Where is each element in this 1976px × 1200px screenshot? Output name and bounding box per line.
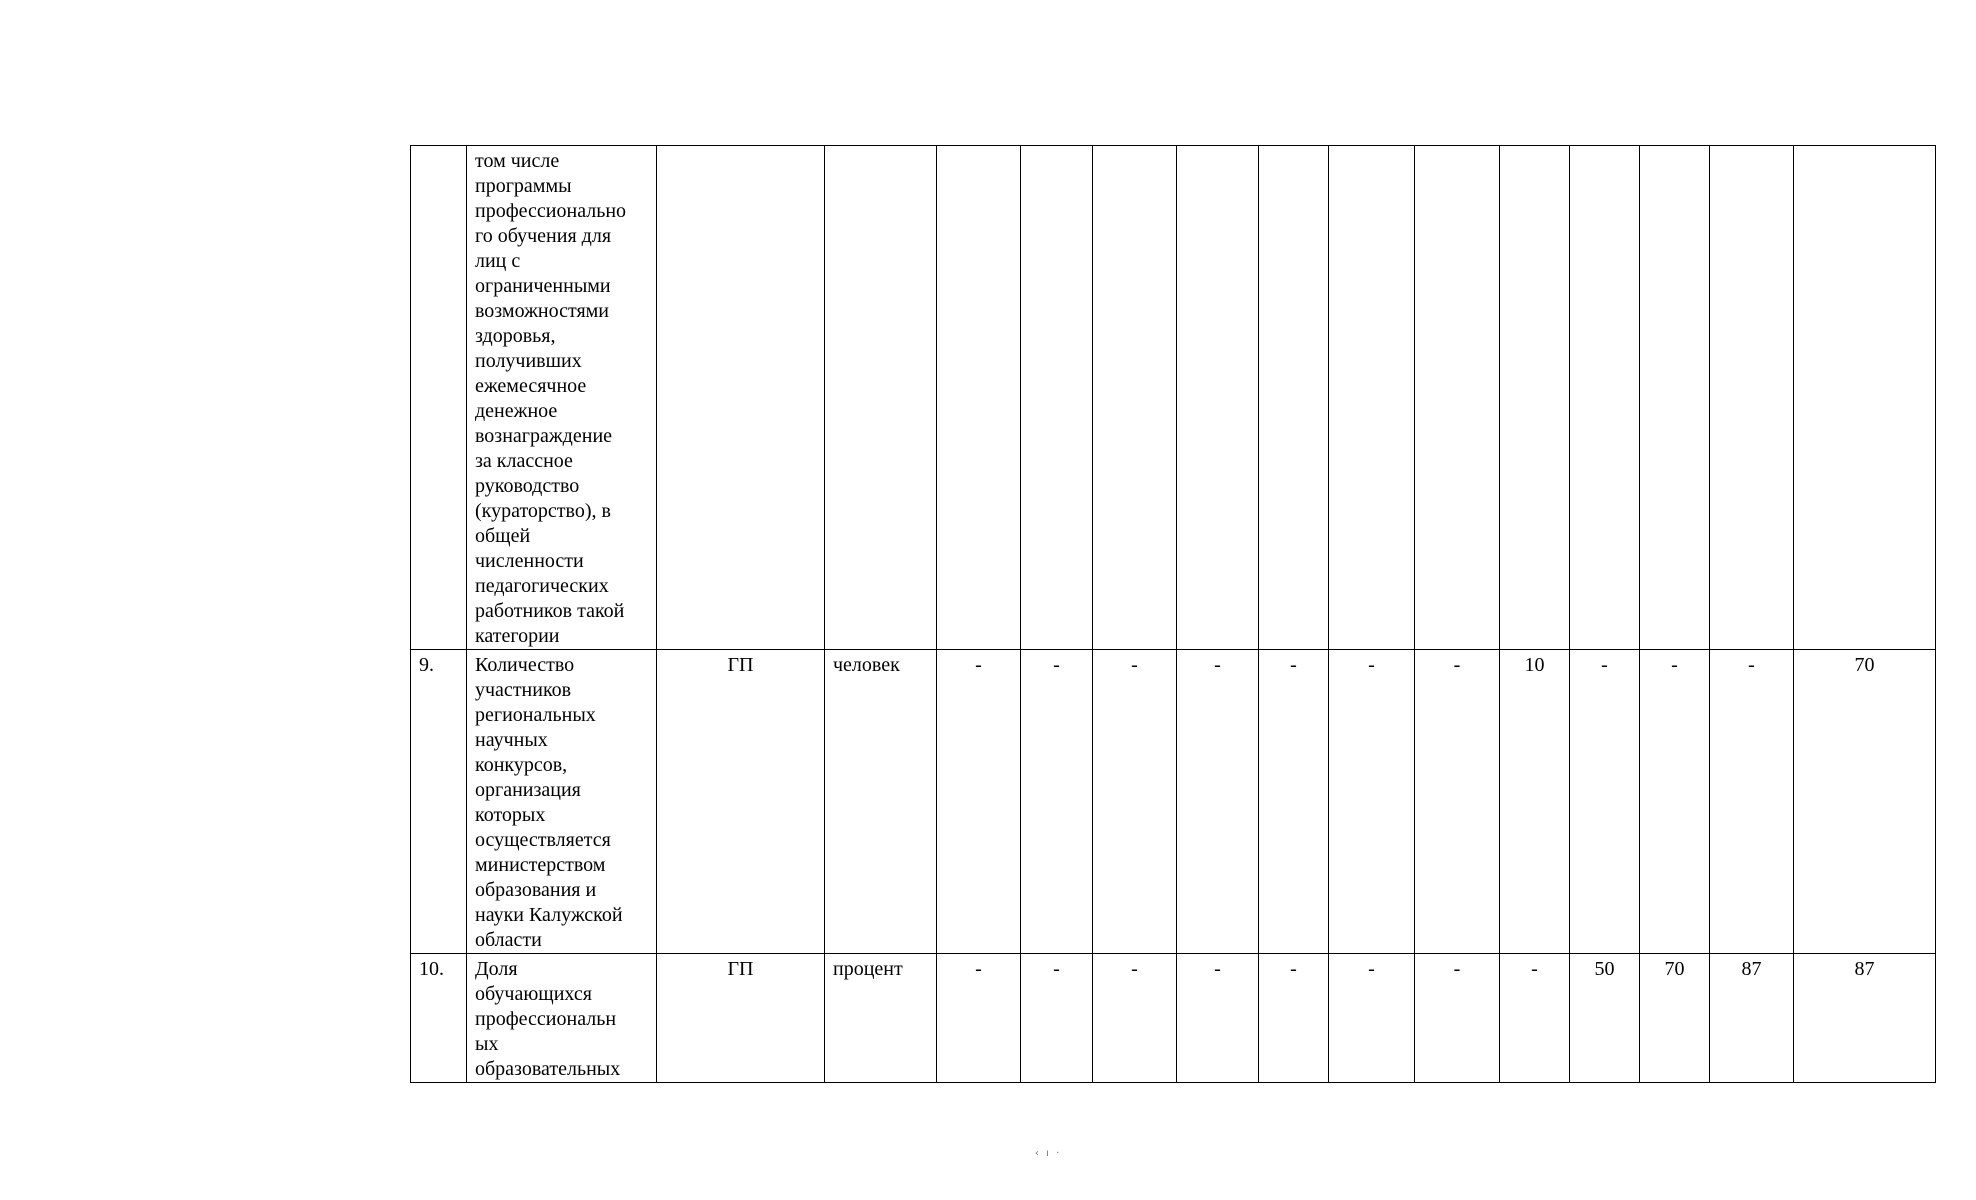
value-cell — [1329, 146, 1415, 650]
description-line: научных — [475, 729, 548, 751]
description-line: науки Калужской — [475, 904, 623, 926]
indicators-table — [410, 145, 1936, 1083]
table-row — [411, 650, 1936, 954]
source-cell: ГП — [657, 650, 825, 954]
description-line: организация — [475, 779, 581, 801]
value-cell: - — [937, 954, 1021, 1083]
source-cell: ГП — [657, 954, 825, 1083]
description-line: которых — [475, 804, 546, 826]
table-body — [411, 146, 1936, 1083]
value-cell: 87 — [1710, 954, 1794, 1083]
description-line: том числе — [475, 150, 560, 172]
row-number: 9. — [411, 650, 467, 954]
table-row — [411, 146, 1936, 650]
description-line: осуществляется — [475, 829, 611, 851]
value-cell: - — [1329, 954, 1415, 1083]
row-number — [411, 146, 467, 650]
description-line: общей — [475, 525, 531, 547]
description-line: программы — [475, 175, 572, 197]
unit-cell: человек — [825, 650, 937, 954]
value-cell — [1177, 146, 1259, 650]
value-cell: - — [1570, 650, 1640, 954]
value-cell: - — [1415, 954, 1500, 1083]
value-cell: 10 — [1500, 650, 1570, 954]
value-cell — [1640, 146, 1710, 650]
description-line: возможностями — [475, 300, 610, 322]
unit-cell — [825, 146, 937, 650]
indicator-description — [467, 146, 657, 650]
description-line: педагогических — [475, 575, 609, 597]
description-line: (кураторство), в — [475, 500, 611, 522]
description-line: обучающихся — [475, 983, 592, 1005]
value-cell: - — [1177, 954, 1259, 1083]
value-cell: - — [1259, 954, 1329, 1083]
description-line: региональных — [475, 704, 596, 726]
description-line: конкурсов, — [475, 754, 568, 776]
value-cell: - — [1640, 650, 1710, 954]
value-cell: - — [1021, 954, 1093, 1083]
description-line: Количество — [475, 654, 575, 676]
value-cell: - — [937, 650, 1021, 954]
value-cell — [1710, 146, 1794, 650]
description-line: ограниченными — [475, 275, 611, 297]
value-cell: 70 — [1640, 954, 1710, 1083]
value-cell — [937, 146, 1021, 650]
description-line: профессиональн — [475, 1008, 617, 1030]
description-line: участников — [475, 679, 572, 701]
row-number: 10. — [411, 954, 467, 1083]
value-cell: - — [1500, 954, 1570, 1083]
description-line: руководство — [475, 475, 580, 497]
value-cell — [1415, 146, 1500, 650]
value-cell — [1259, 146, 1329, 650]
description-line: профессионально — [475, 200, 627, 222]
indicator-description — [467, 954, 657, 1083]
value-cell: 70 — [1794, 650, 1936, 954]
description-line: области — [475, 929, 542, 951]
value-cell — [1570, 146, 1640, 650]
description-line: го обучения для — [475, 225, 612, 247]
description-line: численности — [475, 550, 584, 572]
scan-artifact-marks: ‹ ı · — [1035, 1148, 1062, 1159]
value-cell — [1093, 146, 1177, 650]
source-cell — [657, 146, 825, 650]
description-line: ежемесячное — [475, 375, 587, 397]
description-line: образования и — [475, 879, 597, 901]
description-line: здоровья, — [475, 325, 556, 347]
value-cell: - — [1710, 650, 1794, 954]
description-line: за классное — [475, 450, 573, 472]
description-line: министерством — [475, 854, 606, 876]
indicator-description — [467, 650, 657, 954]
description-line: Доля — [475, 958, 518, 980]
description-line: образовательных — [475, 1058, 621, 1080]
value-cell: - — [1093, 650, 1177, 954]
description-line: получивших — [475, 350, 582, 372]
value-cell: - — [1259, 650, 1329, 954]
value-cell — [1794, 146, 1936, 650]
value-cell: - — [1177, 650, 1259, 954]
description-line: вознаграждение — [475, 425, 613, 447]
description-line: ых — [475, 1033, 499, 1055]
value-cell: 50 — [1570, 954, 1640, 1083]
value-cell — [1500, 146, 1570, 650]
value-cell: - — [1021, 650, 1093, 954]
value-cell: - — [1329, 650, 1415, 954]
description-line: денежное — [475, 400, 558, 422]
value-cell: - — [1093, 954, 1177, 1083]
value-cell: 87 — [1794, 954, 1936, 1083]
value-cell — [1021, 146, 1093, 650]
unit-cell: процент — [825, 954, 937, 1083]
table-row — [411, 954, 1936, 1083]
description-line: работников такой — [475, 600, 625, 622]
value-cell: - — [1415, 650, 1500, 954]
description-line: лиц с — [475, 250, 521, 272]
description-line: категории — [475, 625, 560, 647]
